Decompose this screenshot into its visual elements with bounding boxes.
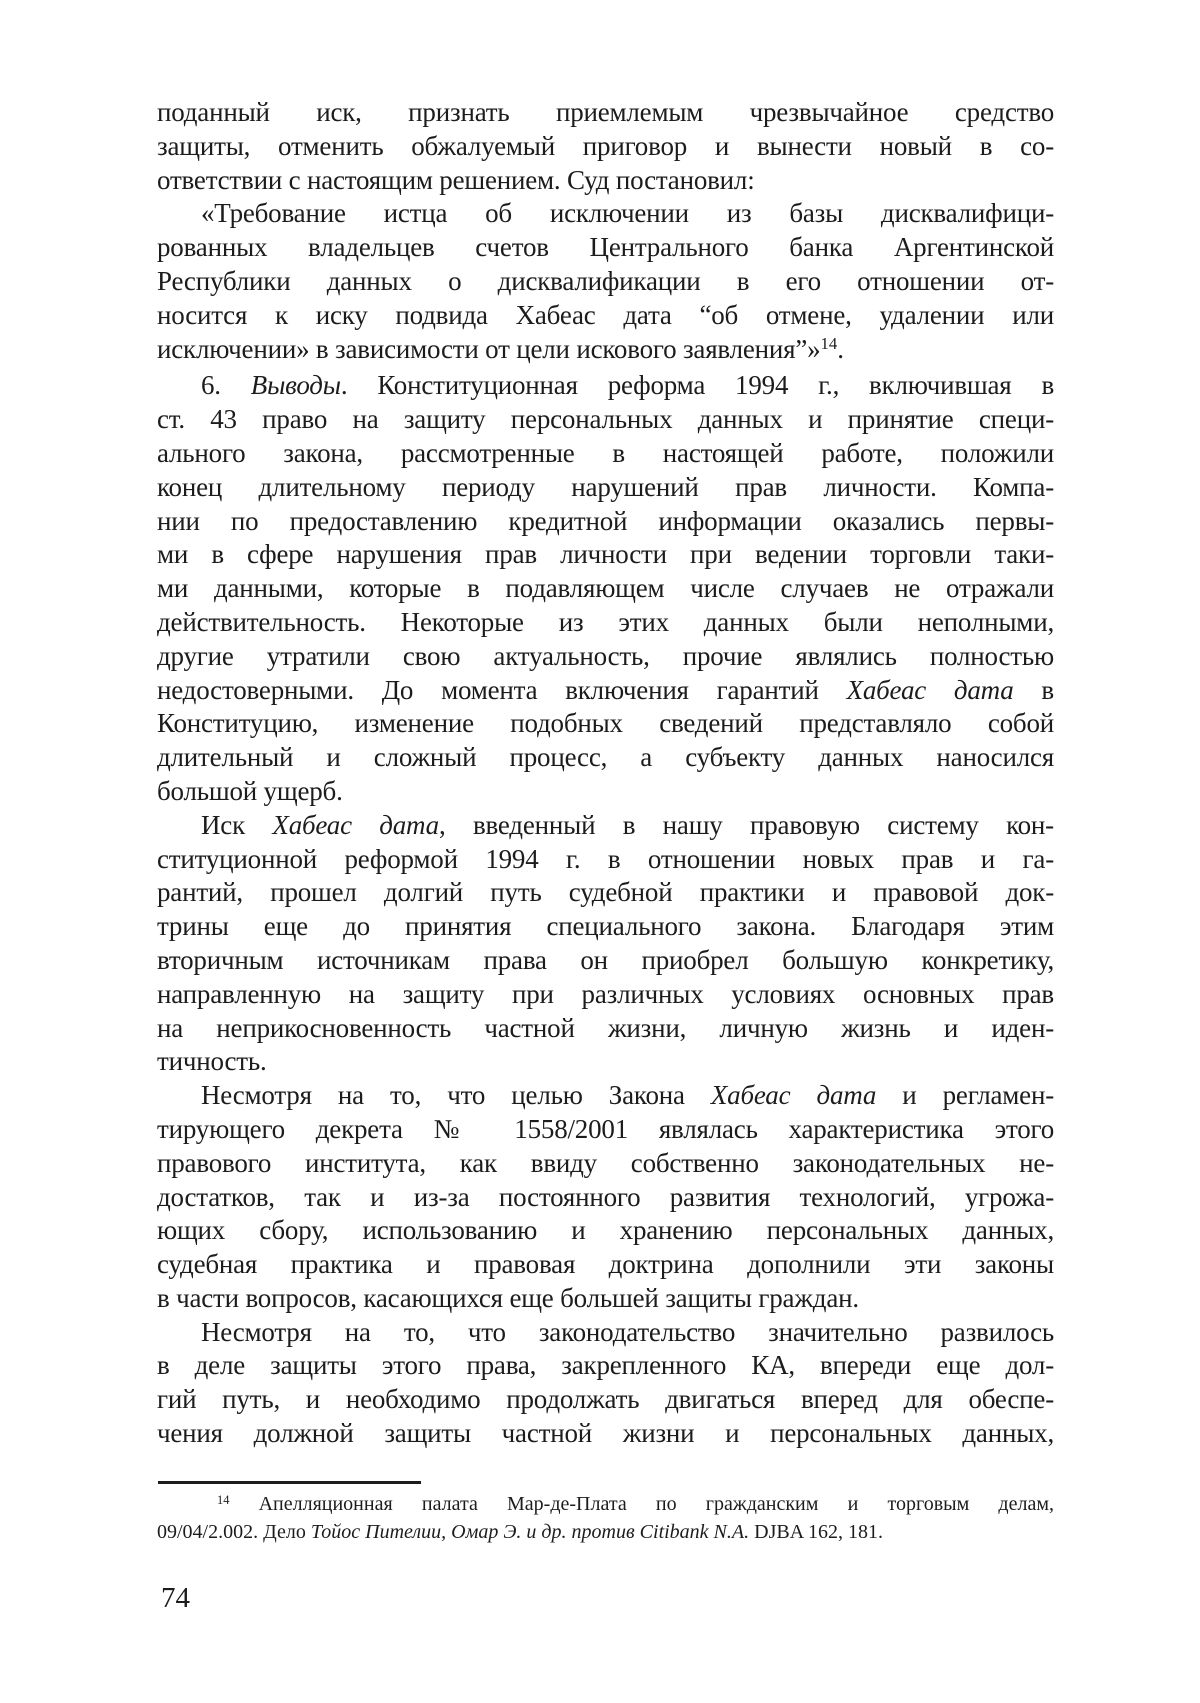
text-segment: ст. 43 право на защиту персональных данных и принятие специ-	[157, 404, 1054, 435]
paragraph	[157, 809, 1054, 1079]
text-segment: Несмотря на то, что целью Закона	[201, 1080, 711, 1111]
text-line	[157, 437, 1054, 471]
italic-text-segment: Хабеас дата	[846, 674, 1014, 705]
text-line	[157, 333, 1054, 370]
text-segment: рованных владельцев счетов Центрального банка Аргентинской	[157, 232, 1054, 263]
text-line	[157, 876, 1054, 910]
italic-text-segment: Тойос Пителии, Омар Э. и др. против Citibank N.A.	[310, 1520, 750, 1543]
text-segment: ституционной реформой 1994 г. в отношении новых прав и га-	[157, 843, 1054, 874]
text-segment: правового института, как ввиду собственно законодательных не-	[157, 1147, 1054, 1178]
text-line	[157, 775, 1054, 809]
text-segment: DJBA 162, 181.	[749, 1520, 884, 1543]
text-line	[157, 1147, 1054, 1181]
paragraph	[157, 96, 1054, 197]
text-segment: вторичным источникам права он приобрел большую конкретику,	[157, 944, 1054, 975]
italic-text-segment: Хабеас дата	[710, 1080, 877, 1111]
text-line	[157, 471, 1054, 505]
text-segment: ющих сбору, использованию и хранению персональных данных,	[157, 1215, 1054, 1246]
text-line	[157, 505, 1054, 539]
text-segment: тичность.	[157, 1046, 267, 1077]
text-segment: ми в сфере нарушения прав личности при ведении торговли таки-	[157, 539, 1054, 570]
text-line	[157, 369, 1054, 403]
text-segment: Апелляционная палата Мар-де-Плата по гражданским и торговым делам,	[229, 1493, 1054, 1515]
text-segment: 6.	[201, 370, 251, 401]
body-text	[157, 96, 1054, 1451]
text-segment: защиты, отменить обжалуемый приговор и вынести новый в со-	[157, 130, 1054, 161]
footnote-reference-mark: 14	[217, 1492, 230, 1507]
text-line	[157, 741, 1054, 775]
text-segment: ального закона, рассмотренные в настоящей работе, положили	[157, 437, 1054, 468]
text-line	[157, 707, 1054, 741]
text-segment: конец длительному периоду нарушений прав личности. Компа-	[157, 471, 1054, 502]
text-line	[157, 1520, 1054, 1546]
text-segment: носится к иску подвида Хабеас дата “об отмене, удалении или	[157, 299, 1054, 330]
footnote-text	[157, 1492, 1054, 1545]
text-line	[157, 640, 1054, 674]
text-line	[157, 299, 1054, 333]
text-line	[157, 1282, 1054, 1316]
text-segment: Несмотря на то, что законодательство значительно развилось	[201, 1316, 1054, 1347]
text-segment: в части вопросов, касающихся еще большей защиты граждан.	[157, 1282, 859, 1313]
text-segment: тирующего декрета № 1558/2001 являлась характеристика этого	[157, 1113, 1054, 1144]
text-segment: рантий, прошел долгий путь судебной практики и правовой док-	[157, 877, 1054, 908]
footnote-divider	[158, 1481, 421, 1484]
text-segment: направленную на защиту при различных условиях основных прав	[157, 978, 1054, 1009]
text-line	[157, 978, 1054, 1012]
text-segment: Республики данных о дисквалификации в его отношении от-	[157, 265, 1054, 296]
text-line	[157, 1113, 1054, 1147]
text-line	[157, 1316, 1054, 1350]
paragraph	[157, 197, 1054, 369]
text-line	[157, 1248, 1054, 1282]
text-line	[157, 944, 1054, 978]
text-line	[157, 130, 1054, 164]
text-line	[157, 674, 1054, 708]
text-segment: нии по предоставлению кредитной информации оказались первы-	[157, 505, 1054, 536]
text-segment: в	[1013, 674, 1054, 705]
text-segment: гий путь, и необходимо продолжать двигаться вперед для обеспе-	[157, 1384, 1054, 1415]
text-segment: «Требование истца об исключении из базы дисквалифици-	[201, 198, 1054, 229]
text-segment: судебная практика и правовая доктрина дополнили эти законы	[157, 1249, 1054, 1280]
text-line	[157, 403, 1054, 437]
paragraph	[157, 369, 1054, 808]
text-line	[157, 1012, 1054, 1046]
text-segment: и регламен-	[876, 1080, 1054, 1111]
text-segment: Конституцию, изменение подобных сведений представляло собой	[157, 708, 1054, 739]
text-segment: недостоверными. До момента включения гарантий	[157, 674, 847, 705]
text-line	[157, 164, 1054, 198]
text-segment: большой ущерб.	[157, 775, 343, 806]
text-line	[157, 910, 1054, 944]
text-line	[157, 538, 1054, 572]
page-number: 74	[161, 1582, 190, 1614]
italic-text-segment: Выводы	[250, 370, 341, 401]
paragraph	[157, 1316, 1054, 1451]
text-line	[157, 1045, 1054, 1079]
text-segment: .	[837, 333, 844, 364]
text-segment: исключении» в зависимости от цели искового заявления”»	[157, 333, 821, 364]
text-segment: чения должной защиты частной жизни и персональных данных,	[157, 1418, 1054, 1449]
italic-text-segment: Хабеас дата	[272, 809, 439, 840]
text-line	[157, 809, 1054, 843]
text-segment: 09/04/2.002. Дело	[157, 1520, 311, 1543]
text-segment: действительность. Некоторые из этих данных были неполными,	[157, 606, 1054, 637]
text-segment: поданный иск, признать приемлемым чрезвычайное средство	[157, 97, 1054, 127]
text-segment: на неприкосновенность частной жизни, личную жизнь и иден-	[157, 1012, 1054, 1043]
paragraph	[157, 1079, 1054, 1316]
text-line	[157, 265, 1054, 299]
text-segment: , введенный в нашу правовую систему кон-	[438, 809, 1054, 840]
text-line	[157, 1383, 1054, 1417]
text-line	[157, 572, 1054, 606]
text-line	[157, 1079, 1054, 1113]
text-line	[157, 1214, 1054, 1248]
text-line	[157, 197, 1054, 231]
text-segment: другие утратили свою актуальность, прочие являлись полностью	[157, 640, 1054, 671]
text-segment: ми данными, которые в подавляющем числе случаев не отражали	[157, 573, 1054, 604]
text-line	[157, 843, 1054, 877]
text-segment: длительный и сложный процесс, а субъекту данных наносился	[157, 742, 1054, 773]
text-segment: достатков, так и из-за постоянного развития технологий, угрожа-	[157, 1181, 1054, 1212]
text-segment: трины еще до принятия специального закона. Благодаря этим	[157, 911, 1054, 942]
text-segment: Иск	[201, 809, 273, 840]
text-line	[157, 1492, 1054, 1520]
text-line	[157, 606, 1054, 640]
text-segment: в деле защиты этого права, закрепленного КА, впереди еще дол-	[157, 1350, 1054, 1381]
text-line	[157, 1349, 1054, 1383]
text-line	[157, 96, 1054, 130]
text-line	[157, 231, 1054, 265]
footnote-reference-mark: 14	[820, 334, 838, 354]
text-segment: . Конституционная реформа 1994 г., включившая в	[340, 370, 1054, 401]
text-segment: ответствии с настоящим решением. Суд постановил:	[157, 164, 755, 195]
text-line	[157, 1417, 1054, 1451]
text-line	[157, 1181, 1054, 1215]
